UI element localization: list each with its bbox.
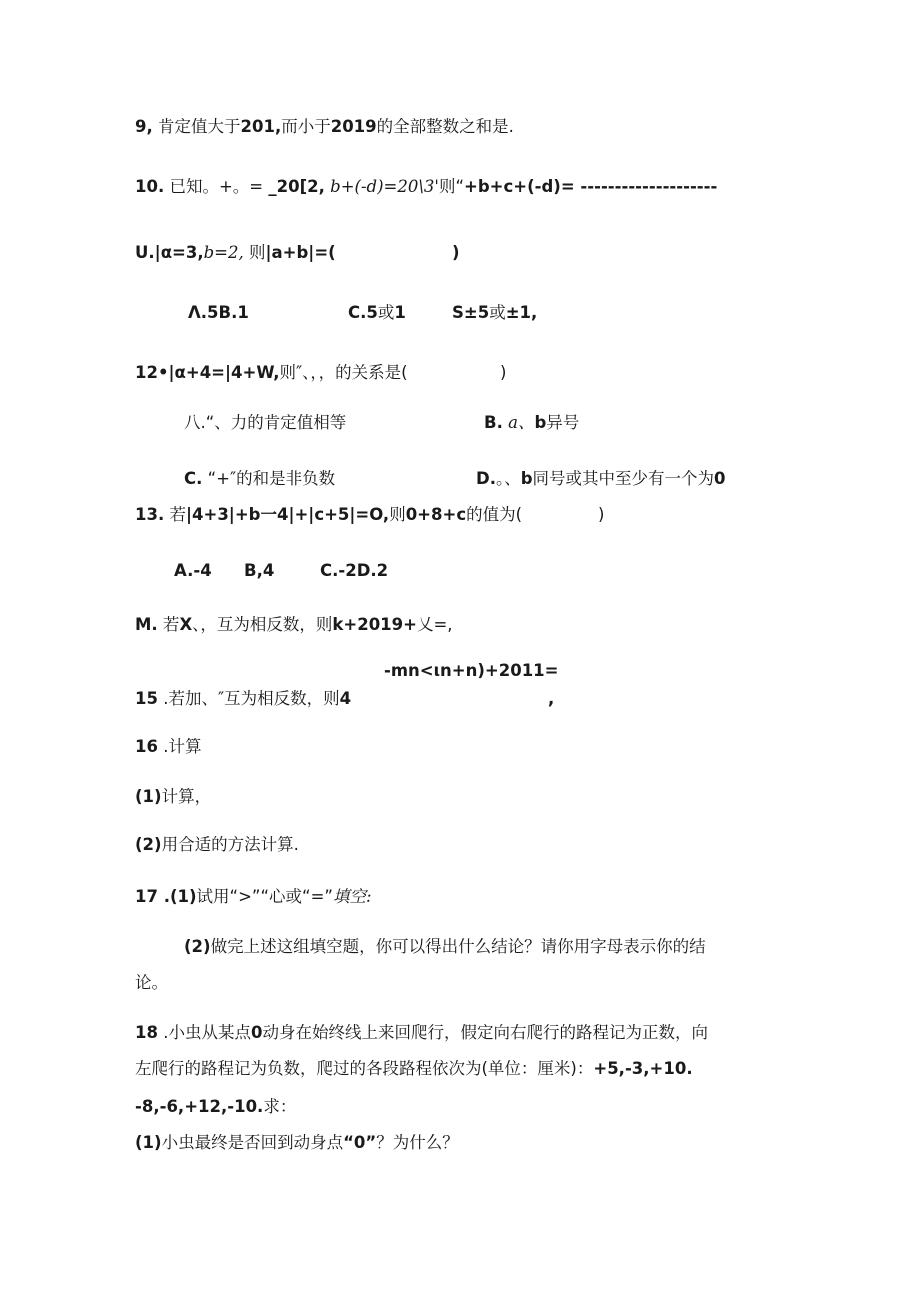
option-text: Λ.5B.1 bbox=[188, 303, 249, 322]
option-label: S±5 bbox=[452, 303, 490, 322]
question-15 bbox=[135, 688, 351, 710]
option-text: 或 bbox=[377, 303, 395, 322]
question-number: 10. bbox=[135, 177, 165, 196]
question-17-2 bbox=[184, 936, 706, 958]
formula: b=2, bbox=[203, 243, 244, 262]
value: _20[2, bbox=[268, 177, 325, 196]
answer-bracket-close: ) bbox=[500, 363, 507, 382]
sub-number: (2) bbox=[135, 835, 162, 854]
question-text: 若 bbox=[157, 615, 180, 634]
question-text: 则 bbox=[389, 505, 406, 524]
q12-option-b bbox=[484, 412, 579, 434]
formula: |a+b|=( bbox=[265, 243, 336, 262]
formula: k+2019+ bbox=[332, 615, 417, 634]
formula: |α+4=|4+W, bbox=[168, 363, 280, 382]
formula: |α=3, bbox=[154, 243, 204, 262]
q12-option-c bbox=[184, 468, 335, 490]
q13-option-cd: C.-2D.2 bbox=[320, 561, 389, 580]
question-17 bbox=[135, 886, 372, 908]
answer-bracket-close: ) bbox=[598, 505, 605, 524]
question-text: 动身在始终线上来回爬行，假定向右爬行的路程记为正数，向 bbox=[262, 1023, 708, 1042]
question-10 bbox=[135, 176, 717, 198]
q12-option-a: 八.“、力的肯定值相等 bbox=[184, 413, 347, 432]
question-text: 计算， bbox=[161, 787, 212, 806]
option-value: 0 bbox=[714, 469, 726, 488]
question-14 bbox=[135, 614, 453, 636]
option-text: 同号或其中至少有一个为 bbox=[532, 469, 715, 488]
question-text: 肯定值大于 bbox=[152, 117, 241, 136]
value: X bbox=[179, 615, 193, 634]
question-text: ？为什么？ bbox=[376, 1133, 459, 1152]
q13-option-b: B,4 bbox=[244, 561, 275, 580]
formula: +b+c+(-d)= -------------------- bbox=[464, 177, 718, 196]
question-18 bbox=[135, 1022, 708, 1044]
formula: |4+3|+b一4|+|c+5|=O, bbox=[185, 505, 390, 524]
question-9 bbox=[135, 116, 514, 138]
question-text: 则“ bbox=[438, 177, 465, 196]
question-18-1 bbox=[135, 1132, 459, 1154]
question-number: 15 bbox=[135, 689, 158, 708]
question-16 bbox=[135, 736, 201, 758]
option-value: b bbox=[534, 413, 547, 432]
question-text: 已知。+。= bbox=[164, 177, 269, 196]
option-value: 1 bbox=[394, 303, 406, 322]
question-text: 填空: bbox=[332, 887, 372, 906]
question-text: 、，互为相反数，则 bbox=[192, 615, 333, 634]
question-text: 的值为( bbox=[466, 505, 523, 524]
question-number: 9, bbox=[135, 117, 153, 136]
question-text: 则″、，，的关系是( bbox=[279, 363, 408, 382]
question-11 bbox=[135, 242, 336, 264]
option-value: b bbox=[520, 469, 533, 488]
question-text: .计算 bbox=[157, 737, 202, 756]
sub-number: (2) bbox=[184, 937, 211, 956]
option-value: ±1, bbox=[505, 303, 538, 322]
question-text: .若加、″互为相反数，则 bbox=[157, 689, 340, 708]
formula: b+(-d)=20\3' bbox=[324, 177, 439, 196]
question-text: 用合适的方法计算. bbox=[161, 835, 299, 854]
option-label: B. bbox=[484, 413, 503, 432]
question-text: 而小于 bbox=[281, 117, 331, 136]
sub-number: (1) bbox=[135, 787, 162, 806]
option-label: D. bbox=[476, 469, 496, 488]
q13-option-a: A.-4 bbox=[174, 561, 212, 580]
question-number: 18 bbox=[135, 1023, 158, 1042]
question-text: 左爬行的路程记为负数，爬过的各段路程依次为(单位：厘米)： bbox=[135, 1059, 594, 1078]
formula: 0+8+c bbox=[405, 505, 467, 524]
value: +5,-3,+10. bbox=[593, 1059, 693, 1078]
question-text: 则 bbox=[243, 243, 266, 262]
question-18-line2 bbox=[135, 1058, 693, 1080]
answer-bracket-close: ) bbox=[452, 243, 460, 262]
option-label: C. bbox=[184, 469, 203, 488]
option-text: “+″的和是非负数 bbox=[202, 469, 336, 488]
question-text: 若 bbox=[164, 505, 186, 524]
value: -8,-6,+12,-10. bbox=[135, 1097, 264, 1116]
question-number: M. bbox=[135, 615, 158, 634]
value: 2019 bbox=[330, 117, 377, 136]
q11-option-ab bbox=[188, 302, 249, 324]
value: 4 bbox=[339, 689, 352, 708]
option-text: a、 bbox=[502, 413, 535, 432]
question-text: 乂=, bbox=[416, 615, 453, 634]
option-text: 异号 bbox=[546, 413, 580, 432]
question-18-line3 bbox=[135, 1096, 296, 1118]
q15-formula: -mn<ιn+n)+2011= bbox=[384, 661, 559, 680]
question-text: 的全部整数之和是. bbox=[376, 117, 514, 136]
question-17-2-cont: 论。 bbox=[135, 973, 168, 992]
question-text: 求： bbox=[263, 1097, 297, 1116]
sub-number: .(1) bbox=[157, 887, 197, 906]
q11-option-c bbox=[348, 302, 406, 324]
option-text: 。、 bbox=[495, 469, 521, 488]
question-number: 12• bbox=[135, 363, 169, 382]
question-text: 小虫最终是否回到动身点 bbox=[161, 1133, 344, 1152]
question-12 bbox=[135, 362, 408, 384]
question-text: .小虫从某点 bbox=[157, 1023, 251, 1042]
question-text: 做完上述这组填空题，你可以得出什么结论？请你用字母表示你的结 bbox=[210, 937, 706, 956]
value: “0” bbox=[343, 1133, 377, 1152]
question-13 bbox=[135, 504, 522, 526]
question-number: U. bbox=[135, 243, 155, 262]
q12-option-d bbox=[476, 468, 726, 490]
option-label: C.5 bbox=[348, 303, 378, 322]
question-16-1 bbox=[135, 786, 211, 808]
question-text: 试用“>”“心或“=” bbox=[196, 887, 333, 906]
option-text: 或 bbox=[489, 303, 506, 322]
question-number: 16 bbox=[135, 737, 158, 756]
value: 0 bbox=[250, 1023, 263, 1042]
q11-option-d bbox=[452, 302, 537, 324]
question-number: 13. bbox=[135, 505, 165, 524]
q15-tail: , bbox=[548, 689, 555, 708]
value: 201, bbox=[240, 117, 282, 136]
sub-number: (1) bbox=[135, 1133, 162, 1152]
question-16-2 bbox=[135, 834, 299, 856]
question-number: 17 bbox=[135, 887, 158, 906]
